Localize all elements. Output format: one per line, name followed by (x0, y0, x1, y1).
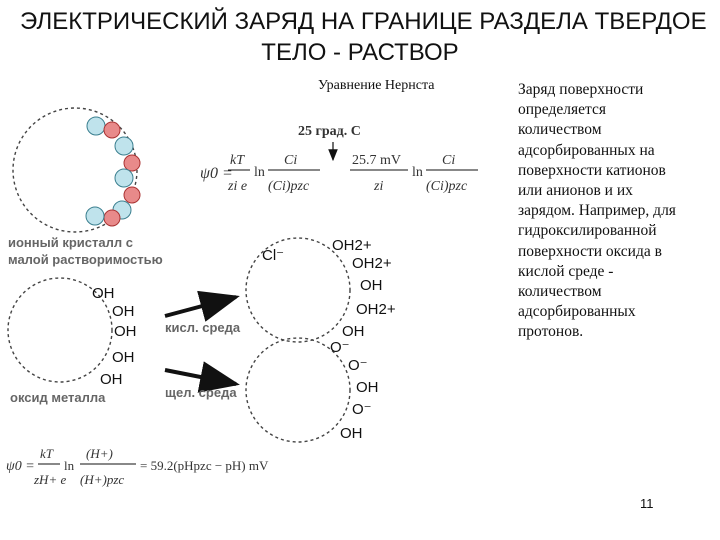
formula-kt: kT (230, 153, 244, 168)
body-line: поверхности оксида в (518, 242, 662, 260)
nernst-formula (200, 124, 478, 194)
acid-arrow-label: кисл. среда (165, 320, 241, 335)
body-line: определяется (518, 101, 606, 119)
formula-ln: ln (254, 165, 265, 180)
base-group: OH (340, 425, 363, 442)
formula-zie: zi e (228, 179, 248, 194)
base-group: O⁻ (352, 401, 372, 418)
bottom-formula-lhs: ψ0 = (6, 459, 35, 474)
title-line-2: ТЕЛО - РАСТВОР (261, 39, 459, 66)
bottom-formula-rhs: = 59.2(pHpzc − pH) mV (140, 458, 269, 473)
bottom-formula-kt: kT (40, 446, 53, 461)
acid-group: OH2+ (356, 301, 396, 318)
bottom-formula-den: zH+ e (34, 472, 67, 487)
crystal-ions (86, 117, 140, 226)
body-line: гидроксилированной (518, 222, 657, 240)
base-arrow-label: щел. среда (165, 385, 237, 400)
base-group: OH (356, 379, 379, 396)
oxide-group: OH (112, 349, 135, 366)
cation-ion (124, 155, 140, 171)
formula-ci: Ci (284, 153, 298, 168)
cation-ion (104, 210, 120, 226)
acid-group: OH (360, 277, 383, 294)
formula-ci-2: Ci (442, 153, 456, 168)
oxide-group: OH (112, 303, 135, 320)
base-group: O⁻ (348, 357, 368, 374)
oxide-label: оксид металла (10, 390, 106, 405)
body-line: кислой среде - (518, 262, 614, 280)
metal-oxide-diagram (8, 278, 137, 405)
bottom-formula-h: (H+) (86, 446, 113, 461)
oxide-group: OH (100, 371, 123, 388)
body-line: зарядом. Например, для (518, 202, 676, 220)
body-line: адсорбированных (518, 303, 636, 321)
bottom-formula (6, 446, 269, 487)
anion-ion (87, 117, 105, 135)
base-surface-diagram (246, 338, 379, 442)
acid-arrow (165, 297, 236, 316)
nernst-equation-label: Уравнение Нернста (318, 78, 435, 93)
acid-group: OH2+ (352, 255, 392, 272)
oxide-group: OH (114, 323, 137, 340)
formula-ci-pzc: (Ci)pzc (268, 179, 310, 194)
formula-257mv: 25.7 mV (352, 153, 401, 168)
crystal-label-line-2: малой растворимостью (8, 252, 163, 267)
oxide-group: OH (92, 285, 115, 302)
crystal-label-line-1: ионный кристалл с (8, 235, 133, 250)
body-line: количеством (518, 121, 602, 139)
ionic-crystal-diagram (8, 108, 163, 267)
acid-group: OH2+ (332, 237, 372, 254)
body-line: поверхности катионов (518, 161, 666, 179)
body-line: Заряд поверхности (518, 81, 644, 98)
anion-ion (86, 207, 104, 225)
anion-ion (115, 169, 133, 187)
body-line: адсорбированных на (518, 141, 655, 159)
base-group: O⁻ (330, 339, 350, 356)
cation-ion (104, 122, 120, 138)
body-line: или анионов и их (518, 182, 633, 200)
bottom-formula-ln: ln (64, 458, 75, 473)
anion-ion (115, 137, 133, 155)
acid-group: OH (342, 323, 365, 340)
formula-lhs: ψ0 = (200, 165, 233, 182)
page-number: 11 (640, 496, 654, 511)
body-line: протонов. (518, 323, 584, 341)
bottom-formula-hpzc: (H+)pzc (80, 472, 125, 487)
title-line-1: ЭЛЕКТРИЧЕСКИЙ ЗАРЯД НА ГРАНИЦЕ РАЗДЕЛА ТВЕРДОЕ (20, 8, 707, 35)
body-line: количеством (518, 283, 602, 301)
base-arrow (165, 370, 236, 384)
formula-ln-2: ln (412, 165, 423, 180)
counter-ion: Cl⁻ (262, 247, 285, 264)
cation-ion (124, 187, 140, 203)
temperature-label: 25 град. С (298, 124, 361, 139)
acid-surface-diagram (246, 237, 396, 342)
formula-zi: zi (374, 179, 384, 194)
formula-ci-pzc-2: (Ci)pzc (426, 179, 468, 194)
